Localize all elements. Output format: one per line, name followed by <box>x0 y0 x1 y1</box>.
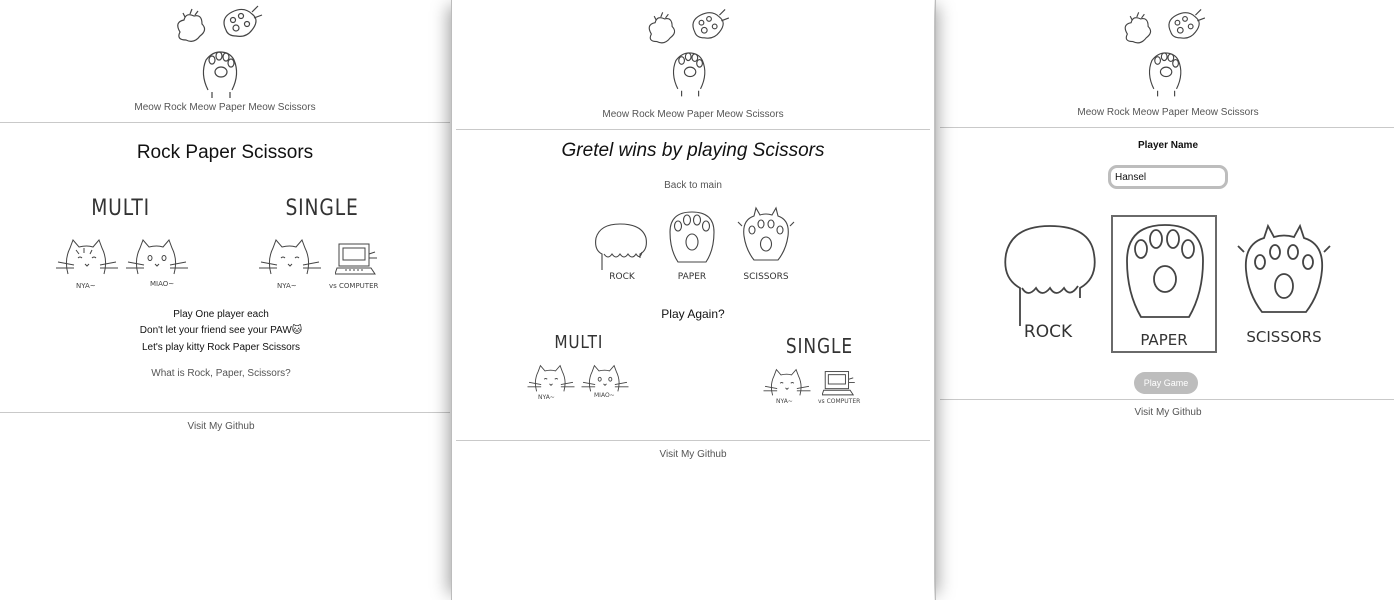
footer-divider <box>940 399 1394 400</box>
player-name-input[interactable] <box>1108 165 1228 189</box>
scissors-label: SCISSORS <box>1246 328 1322 346</box>
result-title: Gretel wins by playing Scissors <box>561 140 825 161</box>
paw-logo <box>168 2 278 100</box>
scissors-choice[interactable] <box>734 206 798 290</box>
paper-choice[interactable] <box>1111 215 1217 353</box>
rock-label: ROCK <box>1023 322 1073 342</box>
footer-divider <box>0 412 450 413</box>
cat-caption: NYA~ <box>277 282 297 290</box>
scissors-paw-icon <box>734 206 798 270</box>
footer-divider <box>456 440 930 441</box>
intro-line: Play One player each <box>173 309 269 320</box>
cat-caption: NYA~ <box>776 398 793 405</box>
github-link[interactable]: Visit My Github <box>659 449 727 460</box>
computer-icon <box>822 370 858 398</box>
multi-player-option[interactable] <box>524 330 634 405</box>
computer-icon <box>335 242 381 278</box>
page-title: Rock Paper Scissors <box>136 142 314 163</box>
header-divider <box>456 129 930 130</box>
home-screen <box>0 0 450 600</box>
cat-caption: vs COMPUTER <box>329 282 379 290</box>
back-to-main-link[interactable]: Back to main <box>664 180 722 191</box>
site-title: Meow Rock Meow Paper Meow Scissors <box>134 102 316 113</box>
paw-logo <box>640 2 744 102</box>
scissors-paw-icon <box>1232 222 1336 332</box>
site-title: Meow Rock Meow Paper Meow Scissors <box>1077 107 1259 118</box>
rock-choice[interactable] <box>998 222 1098 352</box>
cat-caption: NYA~ <box>538 394 555 401</box>
player-name-label: Player Name <box>1137 140 1199 151</box>
multi-label: MULTI <box>91 196 151 221</box>
single-player-option[interactable] <box>255 190 395 295</box>
scissors-choice[interactable] <box>1232 222 1336 352</box>
window-edge <box>451 0 452 600</box>
rock-choice[interactable] <box>592 220 652 290</box>
multi-player-option[interactable] <box>50 190 200 295</box>
site-title: Meow Rock Meow Paper Meow Scissors <box>602 109 784 120</box>
cat-caption: MIAO~ <box>594 392 615 399</box>
scissors-label: SCISSORS <box>743 272 789 282</box>
rock-paw-icon <box>592 220 652 274</box>
cat-caption: NYA~ <box>76 282 96 290</box>
paw-logo <box>1116 2 1220 102</box>
header-divider <box>0 122 450 123</box>
multi-label: MULTI <box>554 332 604 353</box>
cat-nya-icon <box>54 238 120 280</box>
paper-label: PAPER <box>1140 331 1188 349</box>
intro-line: Don't let your friend see your PAW🐱 <box>139 325 303 336</box>
paper-paw-icon <box>1113 217 1215 329</box>
single-player-option[interactable] <box>760 334 870 409</box>
cat-nya-icon <box>257 238 323 280</box>
github-link[interactable]: Visit My Github <box>1134 407 1202 418</box>
window-edge <box>935 0 936 600</box>
result-screen <box>452 0 934 600</box>
github-link[interactable]: Visit My Github <box>187 421 255 432</box>
play-game-button[interactable]: Play Game <box>1134 372 1198 394</box>
cat-nya-icon <box>526 364 576 396</box>
paper-label: PAPER <box>677 272 707 282</box>
header-divider <box>940 127 1394 128</box>
single-label: SINGLE <box>285 196 359 221</box>
what-is-rps-link[interactable]: What is Rock, Paper, Scissors? <box>151 368 291 379</box>
cat-nya-icon <box>762 368 812 400</box>
paper-choice[interactable] <box>662 208 722 290</box>
cat-caption: MIAO~ <box>150 280 175 288</box>
play-again-label: Play Again? <box>661 307 725 321</box>
rock-paw-icon <box>998 222 1098 332</box>
intro-line: Let's play kitty Rock Paper Scissors <box>141 342 301 353</box>
game-screen <box>936 0 1400 600</box>
paper-paw-icon <box>662 208 722 272</box>
rock-label: ROCK <box>609 272 635 282</box>
cat-miao-icon <box>124 238 190 280</box>
cat-caption: vs COMPUTER <box>818 398 861 405</box>
single-label: SINGLE <box>785 334 853 358</box>
